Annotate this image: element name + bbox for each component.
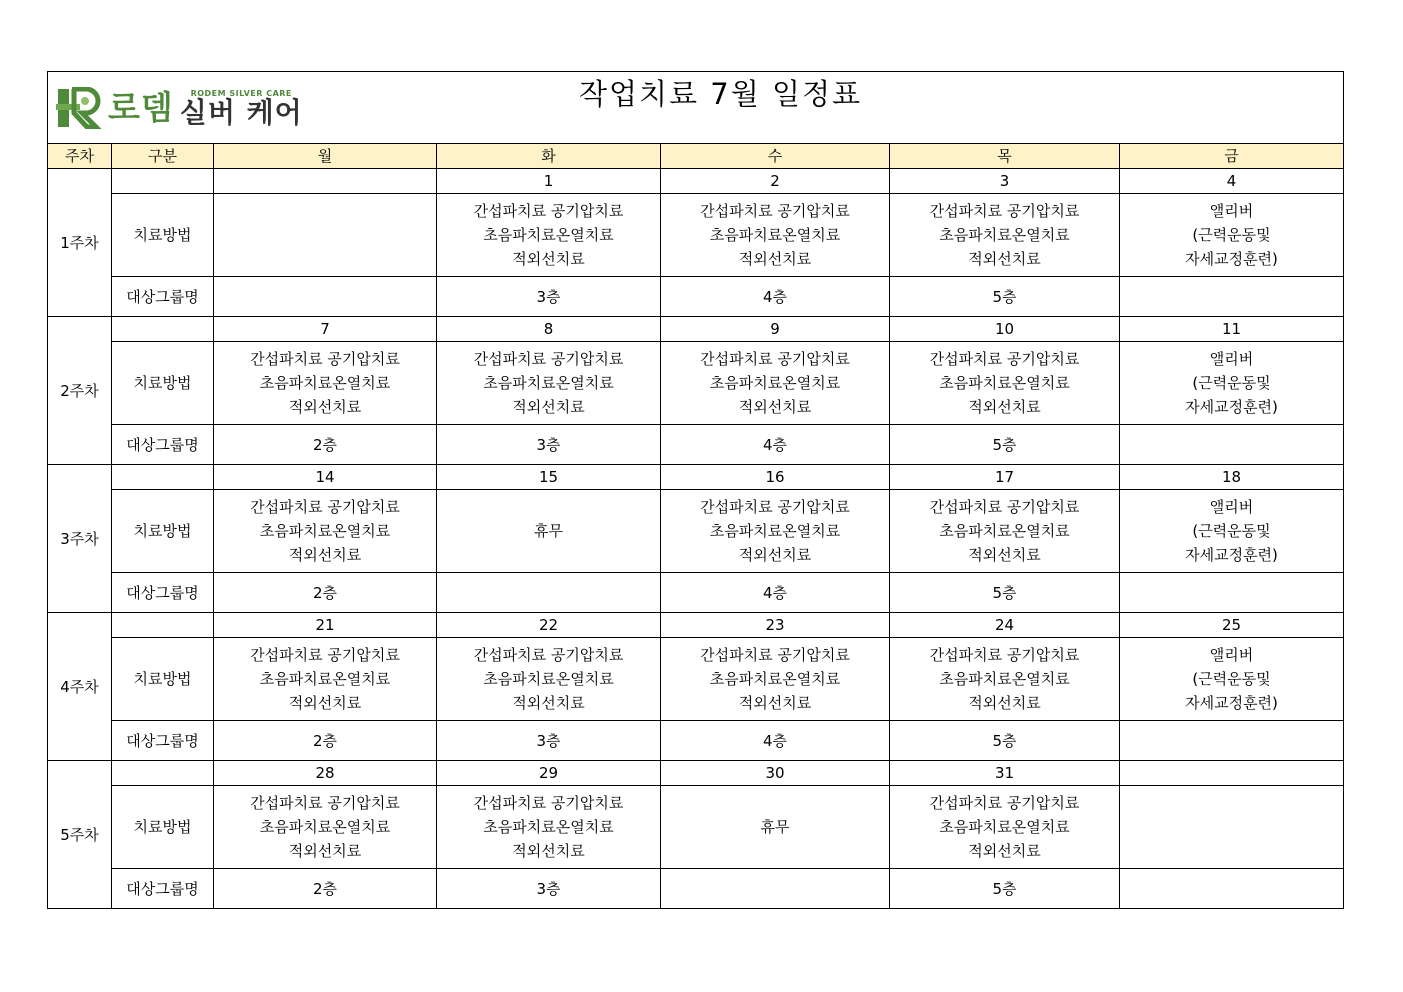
group-cell-thu: 5층 bbox=[890, 721, 1120, 761]
therapy-line: 자세교정훈련) bbox=[1185, 694, 1278, 712]
therapy-cell-thu bbox=[890, 342, 1120, 425]
therapy-cell-tue bbox=[437, 342, 661, 425]
date-thu: 10 bbox=[890, 317, 1120, 342]
therapy-line: 적외선치료 bbox=[288, 398, 362, 416]
logo-name-ko2: 실버 케어 bbox=[179, 96, 303, 129]
therapy-line: 자세교정훈련) bbox=[1185, 250, 1278, 268]
therapy-line: 적외선치료 bbox=[512, 398, 585, 416]
therapy-row bbox=[48, 490, 1344, 573]
therapy-cell-mon bbox=[214, 194, 437, 277]
therapy-line: 앨리버 bbox=[1209, 202, 1254, 220]
therapy-line: 초음파치료온열치료 bbox=[709, 374, 841, 392]
group-row bbox=[48, 425, 1344, 465]
therapy-line: 적외선치료 bbox=[968, 694, 1041, 712]
therapy-line: 초음파치료온열치료 bbox=[259, 522, 391, 540]
group-row bbox=[48, 721, 1344, 761]
therapy-cell-fri bbox=[1120, 638, 1344, 721]
date-fri: 4 bbox=[1120, 169, 1344, 194]
category-blank bbox=[112, 613, 214, 638]
therapy-cell-wed bbox=[661, 342, 890, 425]
date-row bbox=[48, 761, 1344, 786]
row-label-group: 대상그룹명 bbox=[112, 425, 214, 465]
row-label-group: 대상그룹명 bbox=[112, 721, 214, 761]
date-wed: 9 bbox=[661, 317, 890, 342]
therapy-line: 간섭파치료 공기압치료 bbox=[473, 350, 624, 368]
row-label-therapy: 치료방법 bbox=[112, 638, 214, 721]
date-row bbox=[48, 465, 1344, 490]
date-tue: 1 bbox=[437, 169, 661, 194]
category-blank bbox=[112, 317, 214, 342]
date-mon: 21 bbox=[214, 613, 437, 638]
therapy-row bbox=[48, 194, 1344, 277]
therapy-line: (근력운동및 bbox=[1192, 670, 1271, 688]
therapy-line: 초음파치료온열치료 bbox=[483, 226, 614, 244]
therapy-line: 초음파치료온열치료 bbox=[483, 374, 614, 392]
therapy-cell-tue bbox=[437, 638, 661, 721]
therapy-row bbox=[48, 342, 1344, 425]
therapy-line: 적외선치료 bbox=[512, 694, 585, 712]
date-row bbox=[48, 613, 1344, 638]
therapy-cell-fri bbox=[1120, 490, 1344, 573]
therapy-line: 초음파치료온열치료 bbox=[259, 670, 391, 688]
row-label-therapy: 치료방법 bbox=[112, 786, 214, 869]
date-fri: 25 bbox=[1120, 613, 1344, 638]
row-label-group: 대상그룹명 bbox=[112, 277, 214, 317]
date-tue: 22 bbox=[437, 613, 661, 638]
therapy-line: 초음파치료온열치료 bbox=[483, 818, 614, 836]
date-thu: 31 bbox=[890, 761, 1120, 786]
group-cell-wed: 4층 bbox=[661, 277, 890, 317]
therapy-line: (근력운동및 bbox=[1192, 226, 1271, 244]
therapy-line: 간섭파치료 공기압치료 bbox=[250, 350, 400, 368]
group-cell-fri bbox=[1120, 425, 1344, 465]
therapy-line: 적외선치료 bbox=[288, 546, 362, 564]
therapy-line: 적외선치료 bbox=[738, 398, 812, 416]
col-header-wed: 수 bbox=[661, 144, 890, 169]
date-thu: 17 bbox=[890, 465, 1120, 490]
therapy-line: 적외선치료 bbox=[968, 546, 1041, 564]
therapy-cell-tue bbox=[437, 786, 661, 869]
therapy-line: 적외선치료 bbox=[512, 842, 585, 860]
group-cell-thu: 5층 bbox=[890, 277, 1120, 317]
group-cell-wed: 4층 bbox=[661, 425, 890, 465]
therapy-cell-fri bbox=[1120, 194, 1344, 277]
therapy-cell-mon bbox=[214, 786, 437, 869]
therapy-cell-mon bbox=[214, 638, 437, 721]
group-cell-wed: 4층 bbox=[661, 573, 890, 613]
therapy-line: 적외선치료 bbox=[738, 546, 812, 564]
group-cell-fri bbox=[1120, 721, 1344, 761]
therapy-cell-fri bbox=[1120, 786, 1344, 869]
therapy-line: 초음파치료온열치료 bbox=[709, 226, 841, 244]
group-cell-thu: 5층 bbox=[890, 425, 1120, 465]
column-header-row bbox=[48, 144, 1344, 169]
therapy-line: 초음파치료온열치료 bbox=[709, 670, 841, 688]
week-label: 2주차 bbox=[48, 317, 112, 465]
therapy-line: 간섭파치료 공기압치료 bbox=[250, 498, 400, 516]
col-header-mon: 월 bbox=[214, 144, 437, 169]
therapy-line: 휴무 bbox=[534, 522, 563, 540]
row-label-group: 대상그룹명 bbox=[112, 573, 214, 613]
therapy-row bbox=[48, 638, 1344, 721]
page-title: 작업치료 7월 일정표 bbox=[579, 77, 862, 111]
col-header-fri: 금 bbox=[1120, 144, 1344, 169]
week-label: 1주차 bbox=[48, 169, 112, 317]
therapy-line: 초음파치료온열치료 bbox=[939, 226, 1070, 244]
therapy-line: 적외선치료 bbox=[968, 842, 1041, 860]
group-cell-mon: 2층 bbox=[214, 573, 437, 613]
therapy-line: 간섭파치료 공기압치료 bbox=[700, 498, 850, 516]
group-cell-fri bbox=[1120, 869, 1344, 909]
group-cell-wed: 4층 bbox=[661, 721, 890, 761]
therapy-cell-wed bbox=[661, 490, 890, 573]
therapy-line: 초음파치료온열치료 bbox=[939, 670, 1070, 688]
logo-name-ko: 로뎀 bbox=[108, 88, 174, 127]
therapy-cell-fri bbox=[1120, 342, 1344, 425]
therapy-cell-tue bbox=[437, 194, 661, 277]
therapy-line: (근력운동및 bbox=[1192, 522, 1271, 540]
row-label-group: 대상그룹명 bbox=[112, 869, 214, 909]
group-cell-tue bbox=[437, 573, 661, 613]
therapy-cell-thu bbox=[890, 786, 1120, 869]
date-thu: 24 bbox=[890, 613, 1120, 638]
therapy-cell-thu bbox=[890, 490, 1120, 573]
therapy-line: 적외선치료 bbox=[968, 250, 1041, 268]
therapy-line: 초음파치료온열치료 bbox=[483, 670, 614, 688]
therapy-line: 간섭파치료 공기압치료 bbox=[929, 794, 1080, 812]
therapy-line: 초음파치료온열치료 bbox=[709, 522, 841, 540]
group-cell-mon: 2층 bbox=[214, 721, 437, 761]
therapy-line: 초음파치료온열치료 bbox=[259, 818, 391, 836]
group-cell-wed bbox=[661, 869, 890, 909]
therapy-line: 간섭파치료 공기압치료 bbox=[929, 498, 1080, 516]
therapy-line: 앨리버 bbox=[1209, 350, 1254, 368]
therapy-line: 앨리버 bbox=[1209, 646, 1254, 664]
therapy-cell-mon bbox=[214, 342, 437, 425]
group-cell-fri bbox=[1120, 573, 1344, 613]
row-label-therapy: 치료방법 bbox=[112, 194, 214, 277]
col-header-thu: 목 bbox=[890, 144, 1120, 169]
therapy-line: 간섭파치료 공기압치료 bbox=[473, 646, 624, 664]
row-label-therapy: 치료방법 bbox=[112, 490, 214, 573]
date-tue: 15 bbox=[437, 465, 661, 490]
date-mon bbox=[214, 169, 437, 194]
therapy-line: 초음파치료온열치료 bbox=[939, 374, 1070, 392]
therapy-cell-thu bbox=[890, 194, 1120, 277]
group-cell-tue: 3층 bbox=[437, 277, 661, 317]
col-header-tue: 화 bbox=[437, 144, 661, 169]
group-cell-thu: 5층 bbox=[890, 573, 1120, 613]
therapy-line: 간섭파치료 공기압치료 bbox=[250, 646, 400, 664]
col-header-week: 주차 bbox=[48, 144, 112, 169]
group-cell-mon bbox=[214, 277, 437, 317]
group-cell-tue: 3층 bbox=[437, 721, 661, 761]
date-wed: 16 bbox=[661, 465, 890, 490]
category-blank bbox=[112, 761, 214, 786]
therapy-line: 적외선치료 bbox=[288, 842, 362, 860]
category-blank bbox=[112, 465, 214, 490]
group-cell-tue: 3층 bbox=[437, 869, 661, 909]
therapy-cell-wed bbox=[661, 786, 890, 869]
row-label-therapy: 치료방법 bbox=[112, 342, 214, 425]
therapy-line: 초음파치료온열치료 bbox=[259, 374, 391, 392]
therapy-line: (근력운동및 bbox=[1192, 374, 1271, 392]
therapy-cell-thu bbox=[890, 638, 1120, 721]
therapy-row bbox=[48, 786, 1344, 869]
date-mon: 28 bbox=[214, 761, 437, 786]
therapy-line: 적외선치료 bbox=[288, 694, 362, 712]
date-row bbox=[48, 317, 1344, 342]
date-wed: 2 bbox=[661, 169, 890, 194]
therapy-line: 자세교정훈련) bbox=[1185, 546, 1278, 564]
therapy-line: 초음파치료온열치료 bbox=[939, 522, 1070, 540]
therapy-line: 적외선치료 bbox=[968, 398, 1041, 416]
date-tue: 8 bbox=[437, 317, 661, 342]
date-wed: 30 bbox=[661, 761, 890, 786]
date-fri: 11 bbox=[1120, 317, 1344, 342]
therapy-line: 앨리버 bbox=[1209, 498, 1254, 516]
date-mon: 14 bbox=[214, 465, 437, 490]
therapy-line: 간섭파치료 공기압치료 bbox=[929, 350, 1080, 368]
therapy-cell-tue bbox=[437, 490, 661, 573]
week-label: 5주차 bbox=[48, 761, 112, 909]
group-cell-thu: 5층 bbox=[890, 869, 1120, 909]
col-header-category: 구분 bbox=[112, 144, 214, 169]
group-cell-fri bbox=[1120, 277, 1344, 317]
therapy-line: 간섭파치료 공기압치료 bbox=[700, 350, 850, 368]
category-blank bbox=[112, 169, 214, 194]
therapy-line: 간섭파치료 공기압치료 bbox=[700, 646, 850, 664]
date-tue: 29 bbox=[437, 761, 661, 786]
title-cell bbox=[48, 72, 1344, 144]
date-fri: 18 bbox=[1120, 465, 1344, 490]
date-wed: 23 bbox=[661, 613, 890, 638]
therapy-line: 적외선치료 bbox=[512, 250, 585, 268]
group-row bbox=[48, 277, 1344, 317]
date-mon: 7 bbox=[214, 317, 437, 342]
week-label: 3주차 bbox=[48, 465, 112, 613]
group-cell-mon: 2층 bbox=[214, 425, 437, 465]
group-cell-tue: 3층 bbox=[437, 425, 661, 465]
group-row bbox=[48, 573, 1344, 613]
therapy-cell-mon bbox=[214, 490, 437, 573]
date-thu: 3 bbox=[890, 169, 1120, 194]
therapy-line: 적외선치료 bbox=[738, 250, 812, 268]
week-label: 4주차 bbox=[48, 613, 112, 761]
therapy-line: 휴무 bbox=[760, 818, 790, 836]
therapy-line: 간섭파치료 공기압치료 bbox=[700, 202, 850, 220]
therapy-line: 간섭파치료 공기압치료 bbox=[929, 646, 1080, 664]
therapy-line: 간섭파치료 공기압치료 bbox=[473, 794, 624, 812]
group-row bbox=[48, 869, 1344, 909]
therapy-line: 간섭파치료 공기압치료 bbox=[473, 202, 624, 220]
therapy-line: 초음파치료온열치료 bbox=[939, 818, 1070, 836]
logo-name-en: RODEM SILVER CARE bbox=[190, 89, 292, 98]
schedule-table bbox=[47, 71, 1344, 909]
date-row bbox=[48, 169, 1344, 194]
date-fri bbox=[1120, 761, 1344, 786]
group-cell-mon: 2층 bbox=[214, 869, 437, 909]
therapy-cell-wed bbox=[661, 638, 890, 721]
therapy-line: 적외선치료 bbox=[738, 694, 812, 712]
therapy-line: 간섭파치료 공기압치료 bbox=[250, 794, 400, 812]
therapy-line: 간섭파치료 공기압치료 bbox=[929, 202, 1080, 220]
therapy-line: 자세교정훈련) bbox=[1185, 398, 1278, 416]
therapy-cell-wed bbox=[661, 194, 890, 277]
